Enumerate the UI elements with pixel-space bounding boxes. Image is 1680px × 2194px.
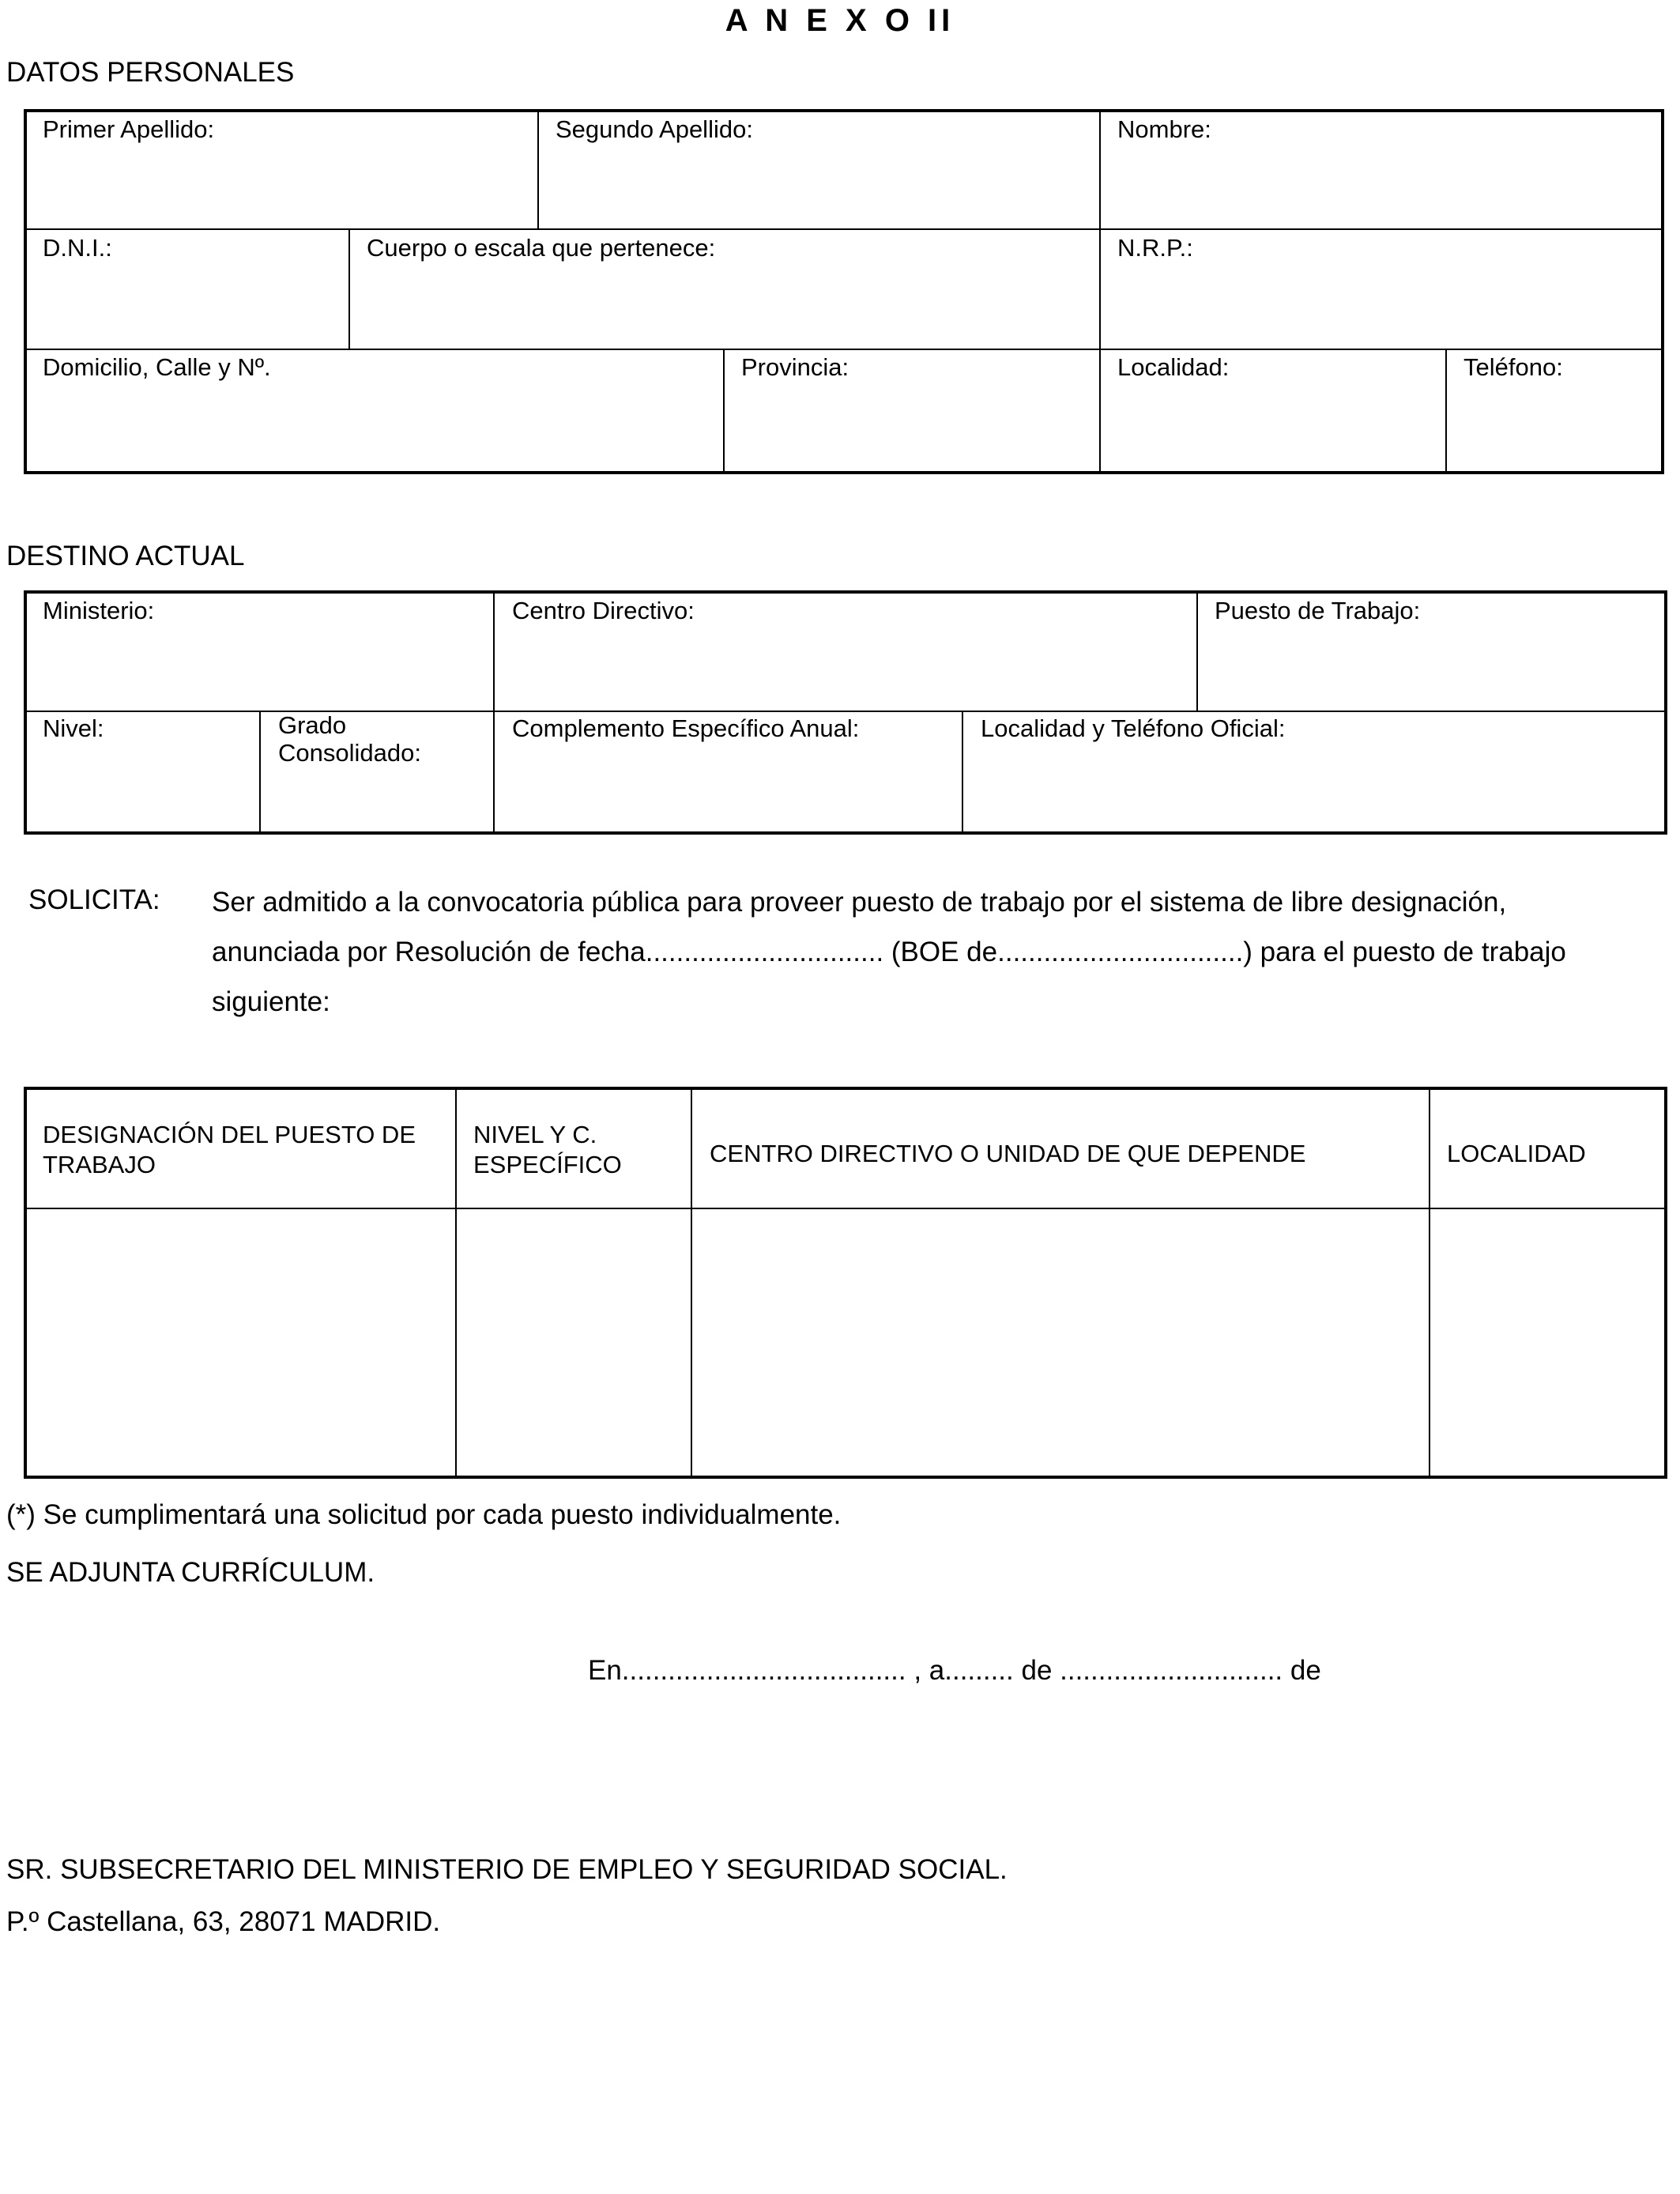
address-line-2: P.º Castellana, 63, 28071 MADRID. [6,1906,441,1937]
col-designacion-header-line-2: TRABAJO [43,1151,156,1178]
col-designacion-header-line-1: DESIGNACIÓN DEL PUESTO DE [43,1121,416,1148]
col-centro-directivo-header: CENTRO DIRECTIVO O UNIDAD DE QUE DEPENDE [710,1140,1306,1167]
col-nivel-header-line-2: ESPECÍFICO [473,1151,622,1178]
table-col-divider [455,1090,457,1476]
datos-personales-heading: DATOS PERSONALES [6,57,295,88]
table-header-divider [25,1208,1666,1209]
complemento-especifico-label: Complemento Específico Anual: [512,714,860,742]
table-col-divider [537,112,539,229]
localidad-label: Localidad: [1117,353,1230,381]
table-col-divider [1196,594,1198,711]
solicita-line-2: anunciada por Resolución de fecha............................... (BOE de................................) para el puesto de trabajo [212,937,1566,967]
ministerio-label: Ministerio: [43,597,155,624]
table-row-divider [25,349,1663,350]
table-col-divider [259,711,261,831]
solicita-label: SOLICITA: [28,884,160,915]
nrp-label: N.R.P.: [1117,234,1193,262]
fecha-line: En..................................... , a......... de ............................. de [588,1655,1321,1686]
solicita-line-1: Ser admitido a la convocatoria pública para proveer puesto de trabajo por el sistema de libre designación, [212,887,1507,918]
localidad-telefono-oficial-label: Localidad y Teléfono Oficial: [981,714,1286,742]
table-col-divider [691,1090,692,1476]
table-col-divider [1445,349,1447,471]
segundo-apellido-label: Segundo Apellido: [556,115,753,143]
telefono-label: Teléfono: [1463,353,1563,381]
table-col-divider [1429,1090,1430,1476]
table-col-divider [723,349,725,471]
solicita-line-3: siguiente: [212,986,330,1017]
consolidado-label: Consolidado: [278,739,421,767]
table-row-divider [25,711,1666,712]
note-text: (*) Se cumplimentará una solicitud por cada puesto individualmente. [6,1499,842,1530]
table-col-divider [348,229,350,349]
table-row-divider [25,228,1663,230]
dni-label: D.N.I.: [43,234,112,262]
col-nivel-header-line-1: NIVEL Y C. [473,1121,597,1148]
adjunta-curriculum-text: SE ADJUNTA CURRÍCULUM. [6,1557,375,1588]
table-col-divider [962,711,963,831]
puesto-trabajo-label: Puesto de Trabajo: [1215,597,1421,624]
domicilio-label: Domicilio, Calle y Nº. [43,353,271,381]
nombre-label: Nombre: [1117,115,1211,143]
address-line-1: SR. SUBSECRETARIO DEL MINISTERIO DE EMPLEO Y SEGURIDAD SOCIAL. [6,1854,1008,1885]
datos-personales-table [24,109,1664,474]
grado-label: Grado [278,711,347,739]
provincia-label: Provincia: [741,353,849,381]
page-title: A N E X O II [725,3,955,38]
primer-apellido-label: Primer Apellido: [43,115,215,143]
table-col-divider [493,594,495,831]
centro-directivo-label: Centro Directivo: [512,597,695,624]
destino-actual-table [24,590,1667,835]
col-localidad-header: LOCALIDAD [1447,1140,1586,1167]
cuerpo-escala-label: Cuerpo o escala que pertenece: [367,234,716,262]
nivel-label: Nivel: [43,714,104,742]
destino-actual-heading: DESTINO ACTUAL [6,541,245,571]
table-col-divider [1099,112,1101,471]
